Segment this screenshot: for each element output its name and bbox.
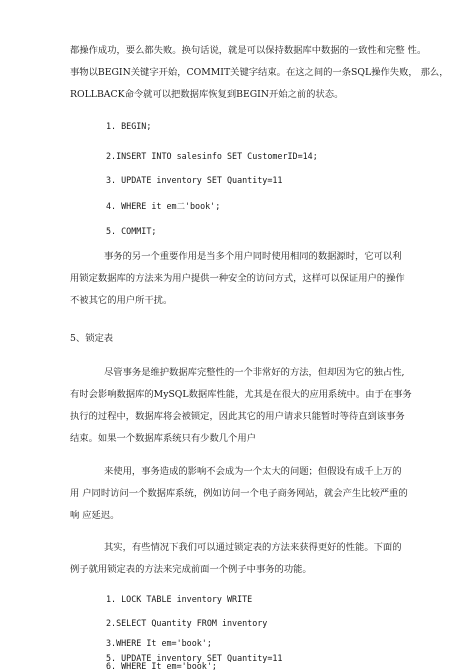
paragraph-line: 例子就用锁定表的方法来完成前面一个例子中事务的功能。: [70, 564, 312, 575]
code-line: 5. COMMIT;: [106, 226, 157, 236]
paragraph-line: 尽管事务是维护数据库完整性的一个非常好的方法，但却因为它的独占性,: [104, 367, 405, 378]
paragraph-line: 都操作成功，要么都失败。换句话说，就是可以保持数据库中数据的一致性和完整 性。: [70, 45, 427, 56]
paragraph-line: 其实，有些情况下我们可以通过锁定表的方法来获得更好的性能。下面的: [104, 542, 402, 553]
paragraph-line: 结束。如果一个数据库系统只有少数几个用户: [70, 433, 256, 444]
paragraph-line: ROLLBACK命令就可以把数据库恢复到BEGIN开始之前的状态。: [70, 89, 344, 100]
paragraph-line: 响 应延迟。: [70, 510, 120, 521]
paragraph-line: 执行的过程中，数据库将会被锁定，因此其它的用户请求只能暂时等待直到该事务: [70, 411, 405, 422]
code-line: 5. UPDATE inventory SET Quantity=11: [106, 653, 283, 663]
code-line: 2.SELECT Quantity FROM inventory: [106, 618, 268, 628]
paragraph-line: 用锁定数据库的方法来为用户提供一种安全的访问方式，这样可以保证用户的操作: [70, 273, 405, 284]
code-line: 3. UPDATE inventory SET Quantity=11: [106, 175, 283, 185]
paragraph-line: 事务的另一个重要作用是当多个用户同时使用相同的数据源时，它可以利: [104, 251, 402, 262]
paragraph-line: 不被其它的用户所干扰。: [70, 295, 173, 306]
code-line: 2.INSERT INTO salesinfo SET CustomerID=14;: [106, 151, 318, 161]
paragraph-line: 有时会影响数据库的MySQL数据库性能，尤其是在很大的应用系统中。由于在事务: [70, 389, 412, 400]
paragraph-line: 事物以BEGIN关键字开始，COMMIT关键字结束。在这之间的一条SQL操作失败， 那么，: [70, 67, 449, 78]
code-line: 1. LOCK TABLE inventory WRITE: [106, 594, 253, 604]
code-line: 1. BEGIN;: [106, 121, 152, 131]
code-line: 3.WHERE It em='book';: [106, 638, 212, 648]
code-line: 6. WHERE It em='book';: [106, 661, 217, 671]
code-line: 4. WHERE it em二'book';: [106, 201, 221, 211]
paragraph-line: 来使用，事务造成的影响不会成为一个太大的问题；但假设有成千上万的: [104, 466, 402, 477]
paragraph-line: 用 户同时访问一个数据库系统，例如访问一个电子商务网站，就会产生比较严重的: [70, 488, 408, 499]
section-heading: 5、锁定表: [70, 333, 114, 344]
